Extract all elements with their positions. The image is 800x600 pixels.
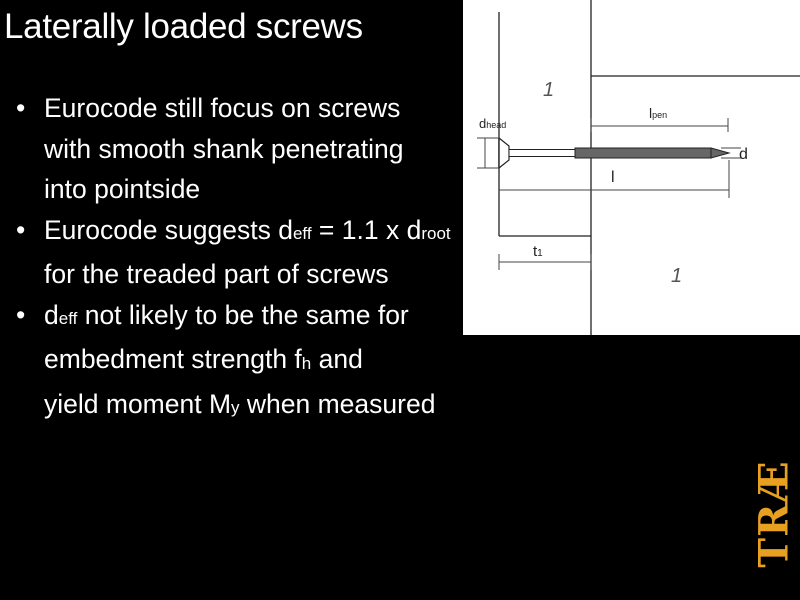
member-2-label: 1 xyxy=(671,265,683,287)
bullet-line: into pointside xyxy=(44,174,201,204)
bullet-item-smooth-shank xyxy=(16,88,476,210)
member-1-label: 1 xyxy=(543,79,555,101)
bullet-line: • Eurocode still focus on screws xyxy=(44,93,401,123)
subscript-h: h xyxy=(301,353,312,373)
screw-diagram xyxy=(463,0,800,335)
timber-members xyxy=(499,0,800,335)
label-d: d xyxy=(739,146,748,163)
label-d-head: dhead xyxy=(479,116,507,131)
text-run: embedment strength f xyxy=(44,344,302,374)
trae-logo-graphic xyxy=(752,437,796,591)
dimension-lines xyxy=(477,118,741,270)
bullet-line xyxy=(44,295,476,340)
bullet-line xyxy=(44,339,476,384)
text-run: when measured xyxy=(239,388,436,419)
slide-title: Laterally loaded screws xyxy=(4,7,363,46)
bullet-list xyxy=(16,88,476,428)
label-t1: t1 xyxy=(533,243,543,260)
text-run: and xyxy=(311,344,363,374)
text-run: d xyxy=(44,299,59,330)
bullet-line: with smooth shank penetrating xyxy=(44,133,404,164)
text-run: = 1.1 x d xyxy=(311,214,422,245)
subscript-y: y xyxy=(231,398,240,418)
screw xyxy=(499,138,729,168)
svg-text:TRÆ: TRÆ xyxy=(752,460,796,568)
bullet-item-deff-suggestion xyxy=(16,210,476,295)
bullet-line xyxy=(44,210,476,255)
bullet-line: for the treaded part of screws xyxy=(44,259,389,289)
screw-thread xyxy=(575,148,711,158)
text-run: Eurocode suggests d xyxy=(44,214,293,245)
label-l: l xyxy=(611,169,615,186)
trae-logo xyxy=(752,437,796,591)
subscript-eff: eff xyxy=(292,224,312,244)
screw-connection-figure xyxy=(463,0,800,335)
text-run: not likely to be the same for xyxy=(77,299,409,330)
bullet-line xyxy=(44,384,476,429)
bullet-item-deff-not-same xyxy=(16,295,476,429)
text-run: yield moment M xyxy=(44,388,232,419)
subscript-root: root xyxy=(421,224,451,244)
figure-labels xyxy=(479,79,748,287)
subscript-eff: eff xyxy=(58,309,78,329)
screw-tip xyxy=(711,148,729,158)
label-l-pen: lpen xyxy=(649,105,668,121)
